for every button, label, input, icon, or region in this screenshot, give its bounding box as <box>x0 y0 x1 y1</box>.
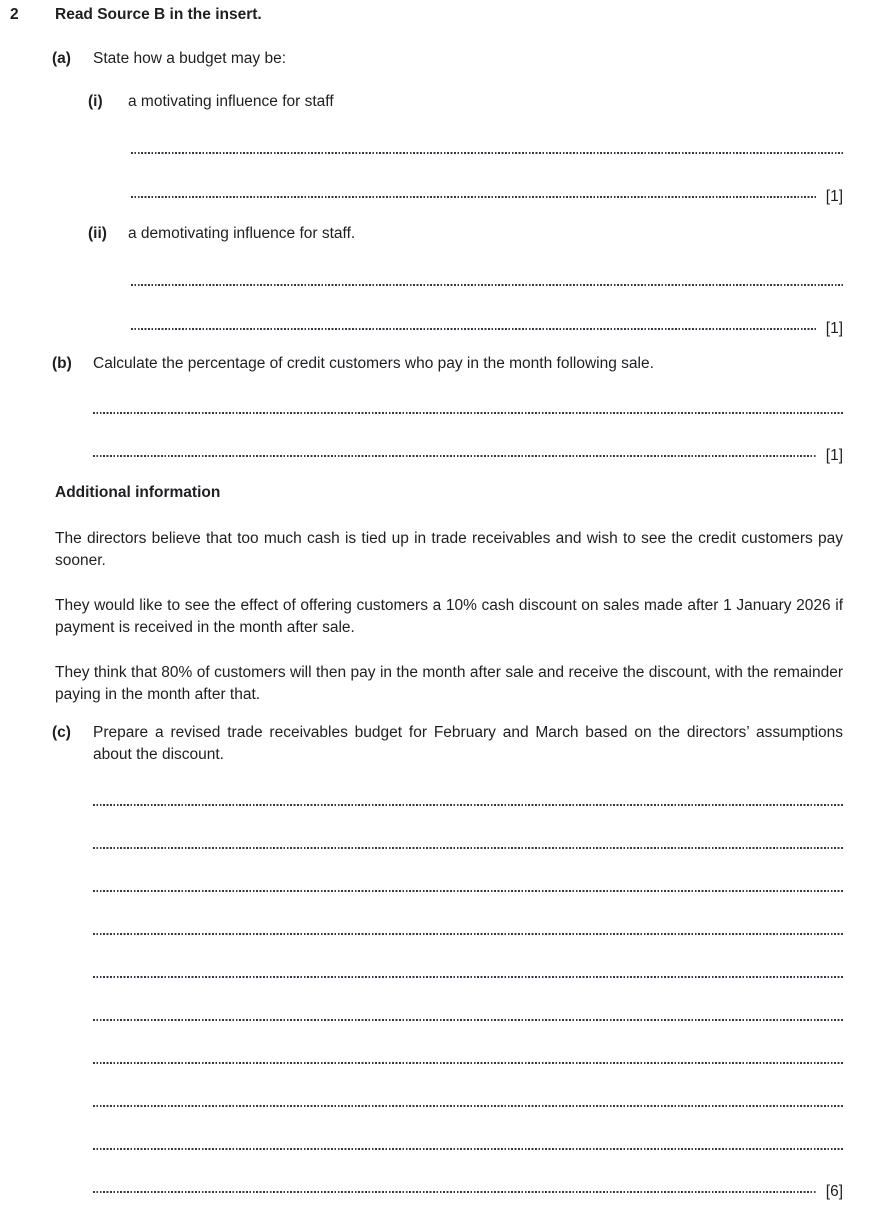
marks-part-a-i: [1] <box>825 188 843 205</box>
answer-line-row <box>93 923 843 945</box>
dotted-answer-line <box>93 1191 817 1193</box>
dotted-answer-line <box>93 804 843 806</box>
dotted-answer-line <box>93 847 843 849</box>
part-a-text: State how a budget may be: <box>93 50 287 67</box>
dotted-answer-line <box>93 1062 843 1064</box>
answer-line-row <box>93 402 843 424</box>
dotted-answer-line <box>131 152 843 154</box>
info-paragraph: The directors believe that too much cash is tied up in trade receivables and wish to see the credit customers pay sooner. <box>55 530 843 569</box>
subpart-a-ii <box>88 223 843 245</box>
dotted-answer-line <box>93 455 817 457</box>
answer-line-row <box>131 318 843 340</box>
dotted-answer-line <box>93 1148 843 1150</box>
part-a-label: (a) <box>52 50 71 67</box>
part-b-label: (b) <box>52 355 72 372</box>
part-c-label: (c) <box>52 724 71 741</box>
answer-line-row <box>93 1181 843 1203</box>
marks-part-a-ii: [1] <box>825 320 843 337</box>
subpart-a-i <box>88 91 843 113</box>
part-c-text: Prepare a revised trade receivables budget for February and March based on the directors’ assumptions about the discount. <box>93 724 843 763</box>
part-b-text: Calculate the percentage of credit customers who pay in the month following sale. <box>93 355 654 372</box>
dotted-answer-line <box>131 284 843 286</box>
answer-line-row <box>93 1138 843 1160</box>
subpart-a-ii-label: (ii) <box>88 225 107 242</box>
dotted-answer-line <box>93 412 843 414</box>
subpart-a-ii-text: a demotivating influence for staff. <box>128 225 356 242</box>
question-number: 2 <box>10 6 19 23</box>
answer-line-row <box>131 274 843 296</box>
answer-line-row <box>93 1052 843 1074</box>
dotted-answer-line <box>93 890 843 892</box>
answer-line-row <box>93 1095 843 1117</box>
answer-line-row <box>93 880 843 902</box>
info-paragraph: They would like to see the effect of offering customers a 10% cash discount on sales made after 1 January 2026 if payment is received in the month after sale. <box>55 597 843 636</box>
dotted-answer-line <box>131 328 817 330</box>
marks-part-b: [1] <box>825 447 843 464</box>
part-c <box>52 722 843 766</box>
dotted-answer-line <box>131 196 817 198</box>
answer-line-row <box>131 142 843 164</box>
answer-line-row <box>93 1009 843 1031</box>
dotted-answer-line <box>93 933 843 935</box>
answer-line-row <box>93 966 843 988</box>
question-intro: Read Source B in the insert. <box>55 6 262 23</box>
dotted-answer-line <box>93 1019 843 1021</box>
answer-line-row <box>93 837 843 859</box>
subpart-a-i-text: a motivating influence for staff <box>128 93 334 110</box>
subpart-a-i-label: (i) <box>88 93 103 110</box>
answer-line-row <box>93 445 843 467</box>
question-header <box>10 4 843 26</box>
marks-part-c: [6] <box>825 1183 843 1200</box>
answer-line-row <box>93 794 843 816</box>
dotted-answer-line <box>93 1105 843 1107</box>
dotted-answer-line <box>93 976 843 978</box>
answer-line-row <box>131 186 843 208</box>
part-a <box>52 48 843 70</box>
part-b <box>52 353 843 375</box>
info-paragraph: They think that 80% of customers will then pay in the month after sale and receive the discount, with the remainder paying in the month after that. <box>55 664 843 703</box>
additional-information-heading: Additional information <box>55 484 221 501</box>
